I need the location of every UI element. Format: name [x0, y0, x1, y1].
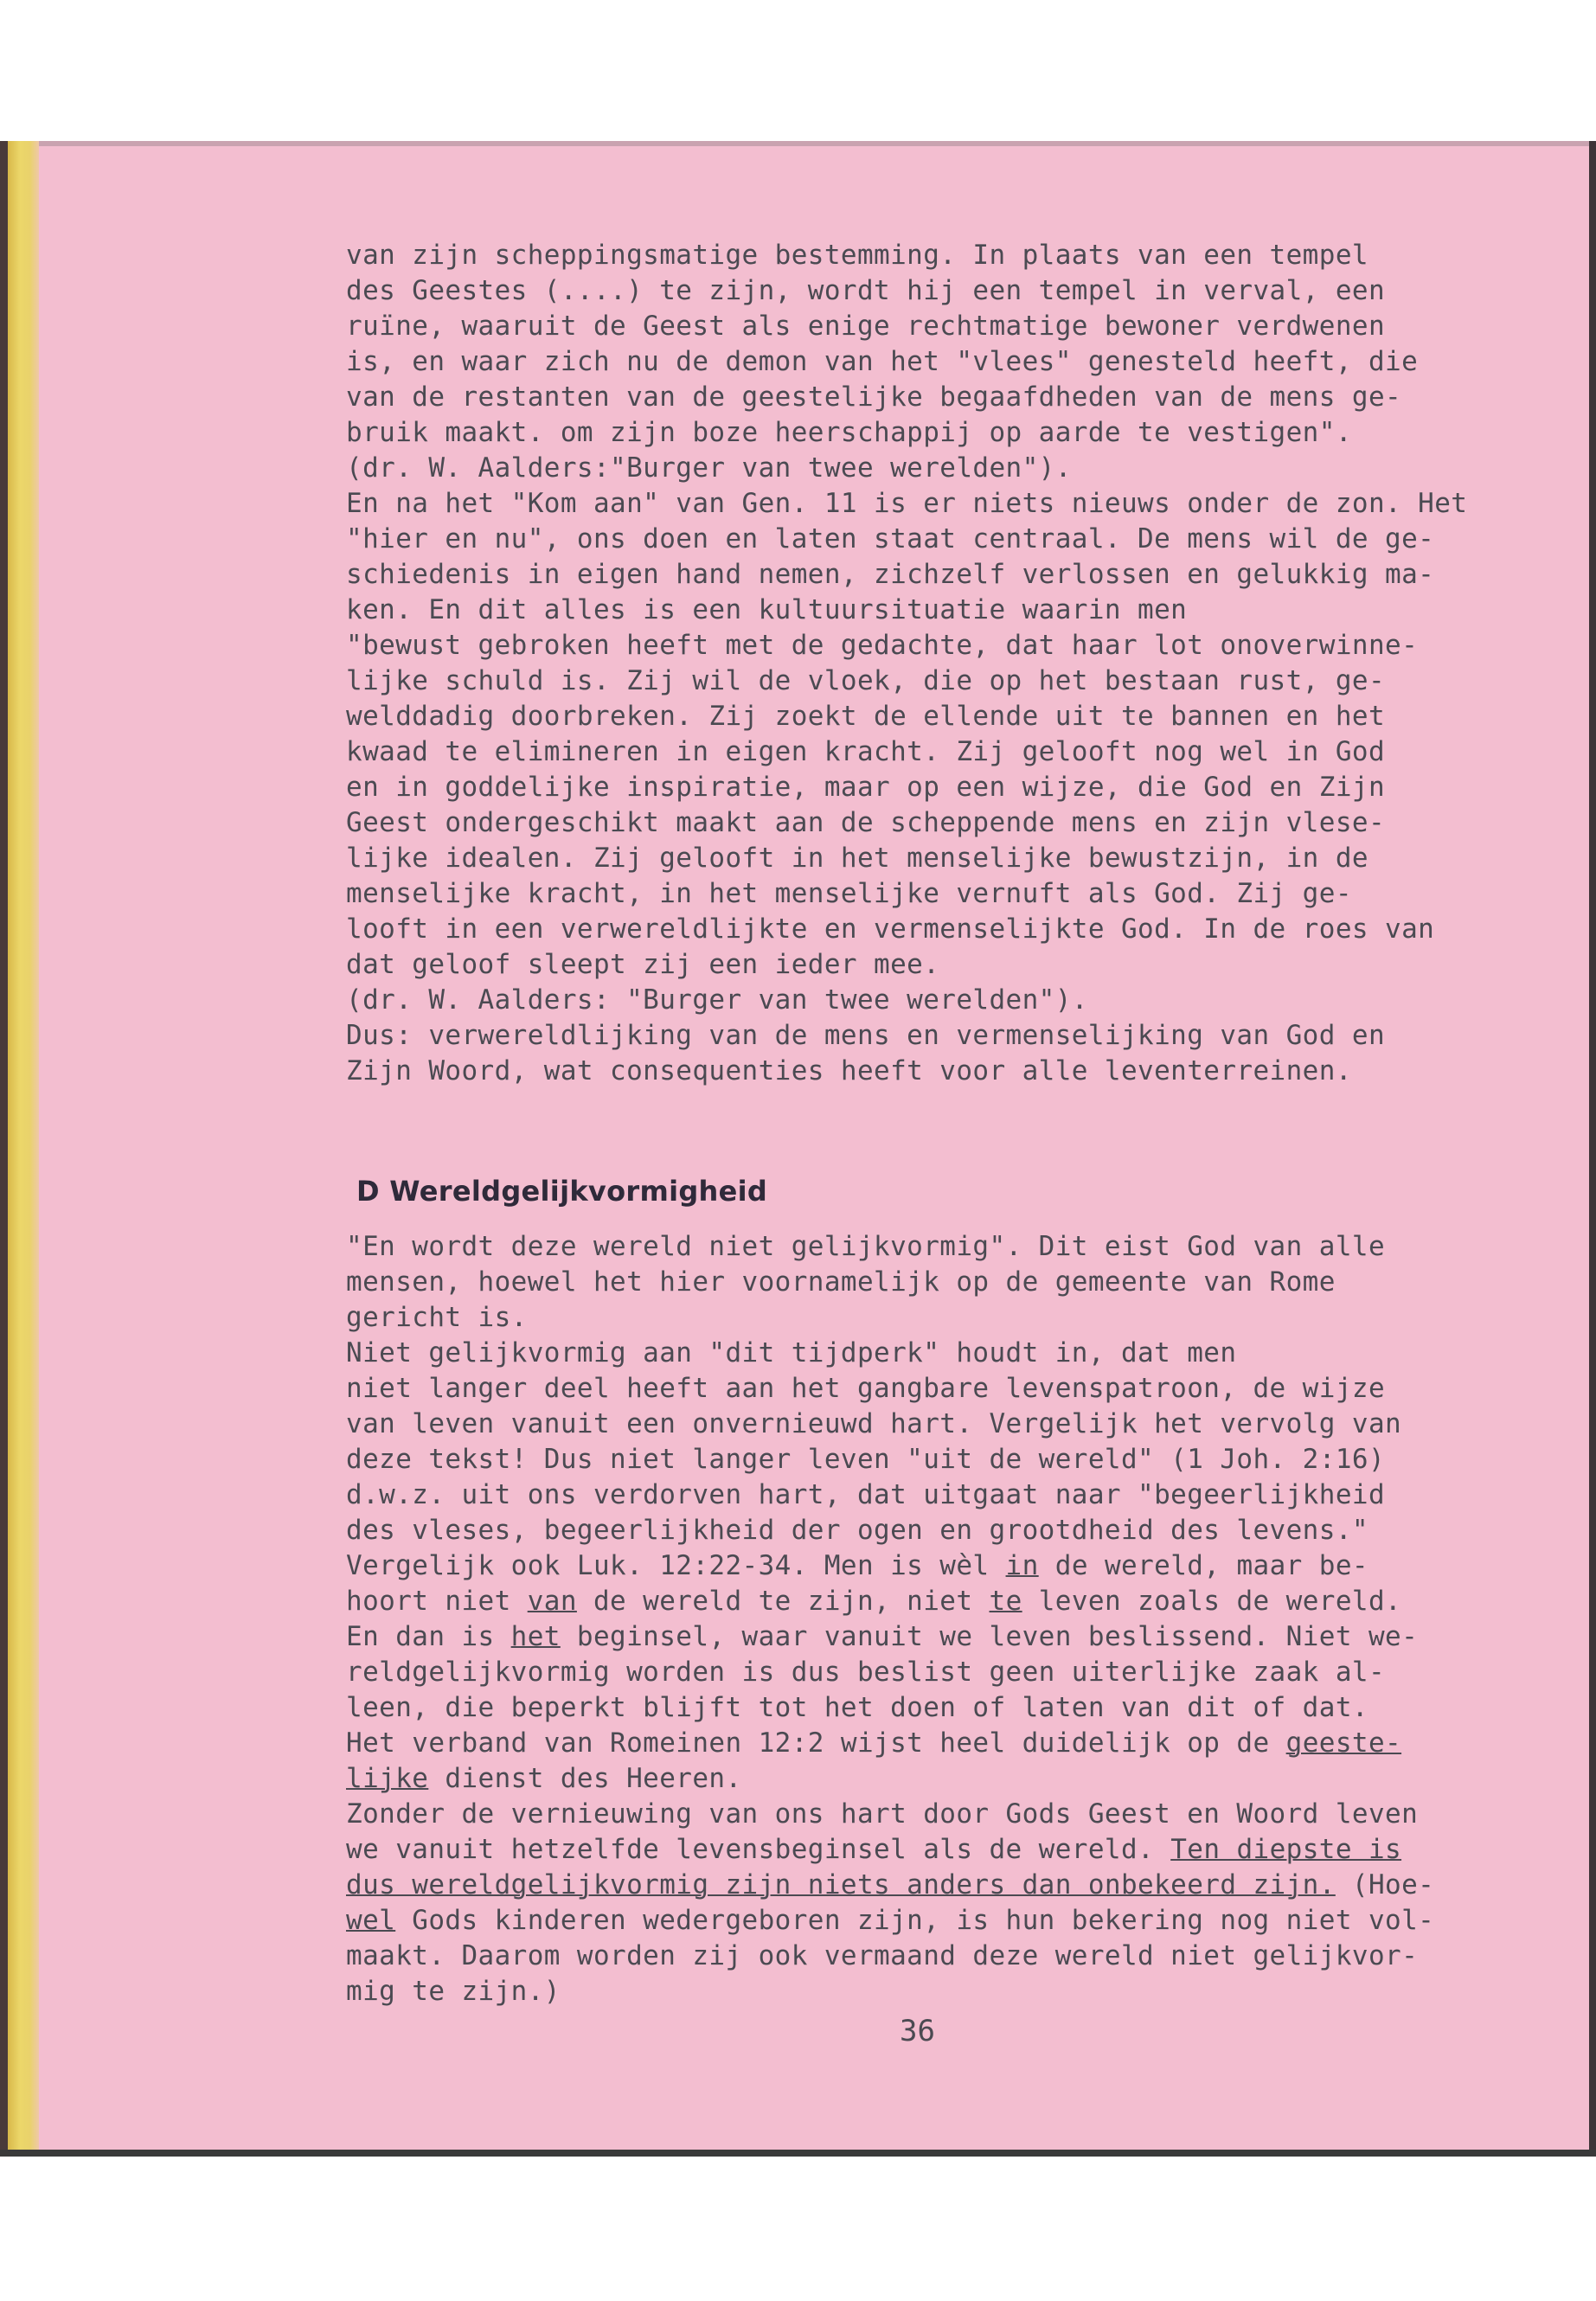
page-sheet — [0, 141, 1596, 2157]
underlined-geeste: geeste- — [1285, 1727, 1402, 1759]
underlined-key-statement: dus wereldgelijkvormig zijn niets anders dan onbekeerd zijn. — [346, 1869, 1336, 1900]
text-run: dienst des Heeren. Zonder de vernieuwing van ons hart door Gods Geest en Woord leven we vanuit hetzelfde levensbeginsel als de wereld. — [346, 1763, 1419, 1865]
underlined-ten-diepste: Ten diepste is — [1170, 1834, 1402, 1865]
text-run: Gods kinderen wedergeboren zijn, is hun bekering nog niet vol- maakt. Daarom worden zij ook vermaand deze wereld niet gelijkvor- mig te zijn.) — [346, 1905, 1435, 2007]
underlined-wel: wel — [346, 1905, 396, 1936]
page-right-edge — [1589, 141, 1596, 2157]
binding-edge — [0, 141, 8, 2157]
yellow-binding-strip — [8, 141, 39, 2157]
section-heading: D Wereldgelijkvormigheid — [356, 1175, 768, 1208]
text-run: de wereld te zijn, niet — [576, 1586, 990, 1617]
underlined-het: het — [510, 1621, 561, 1652]
underlined-van: van — [527, 1586, 577, 1617]
body-text-top: van zijn scheppingsmatige bestemming. In plaats van een tempel des Geestes (....) te zijn, wordt hij een tempel in verval, een ruïne, waaruit de Geest als enige rechtmatige bewoner verdwenen is, en waar zich nu de demon van het "vlees" genesteld heeft, die van de restanten van de geestelijke begaafdheden van de mens ge- bruik maakt. om zijn boze heerschappij op aarde te vestigen". (dr. W. Aalders:"Burger van twee werelden"). En na het "Kom aan" van Gen. 11 is er niets nieuws onder de zon. Het "hier en nu", ons doen en laten staat centraal. De mens wil de ge- schiedenis in eigen hand nemen, zichzelf verlossen en gelukkig ma- ken. En dit alles is een kultuursituatie waarin men "bewust gebroken heeft met de gedachte, dat haar lot onoverwinne- lijke schuld is. Zij wil de vloek, die op het bestaan rust, ge- welddadig doorbreken. Zij zoekt de ellende uit te bannen en het kwaad te elimineren in eigen kracht. Zij gelooft nog wel in God en in goddelijke inspiratie, maar op een wijze, die God en Zijn Geest ondergeschikt maakt aan de scheppende mens en zijn vlese- lijke idealen. Zij gelooft in het menselijke bewustzijn, in de menselijke kracht, in het menselijke vernuft als God. Zij ge- looft in een verwereldlijkte en vermenselijkte God. In de roes van dat geloof sleept zij een ieder mee. (dr. W. Aalders: "Burger van twee werelden"). Dus: verwereldlijking van de mens en vermenselijking van God en Zijn Woord, wat consequenties heeft voor alle leventerreinen. — [346, 240, 1468, 1086]
underlined-lijke: lijke — [346, 1763, 429, 1794]
underlined-te: te — [989, 1586, 1022, 1617]
underlined-in: in — [1005, 1550, 1039, 1581]
text-run: de wereld, maar be- hoort niet — [346, 1550, 1368, 1617]
text-run: (Hoe- — [1351, 1869, 1435, 1900]
body-text-section-d — [346, 1229, 1574, 2009]
text-run: leven zoals de wereld. En dan is — [346, 1586, 1402, 1652]
page-bottom-edge — [0, 2150, 1596, 2157]
text-run: "En wordt deze wereld niet gelijkvormig". Dit eist God van alle mensen, hoewel het hier voornamelijk op de gemeente van Rome gericht is. Niet gelijkvormig aan "dit tijdperk" houdt in, dat men niet langer deel heeft aan het gangbare levenspatroon, de wijze van leven vanuit een onvernieuwd hart. Vergelijk het vervolg van deze tekst! Dus niet langer leven "uit de wereld" (1 Joh. 2:16) d.w.z. uit ons verdorven hart, dat uitgaat naar "begeerlijkheid des vleses, begeerlijkheid der ogen en grootdheid des levens." Vergelijk ook Luk. 12:22-34. Men is wèl — [346, 1231, 1402, 1581]
page-top-edge — [0, 141, 1596, 146]
text-run: beginsel, waar vanuit we leven beslissend. Niet we- reldgelijkvormig worden is dus beslist geen uiterlijke zaak al- leen, die beperkt blijft tot het doen of laten van dit of dat. Het verband van Romeinen 12:2 wijst heel duidelijk op de — [346, 1621, 1419, 1759]
page-number: 36 — [900, 2014, 935, 2048]
